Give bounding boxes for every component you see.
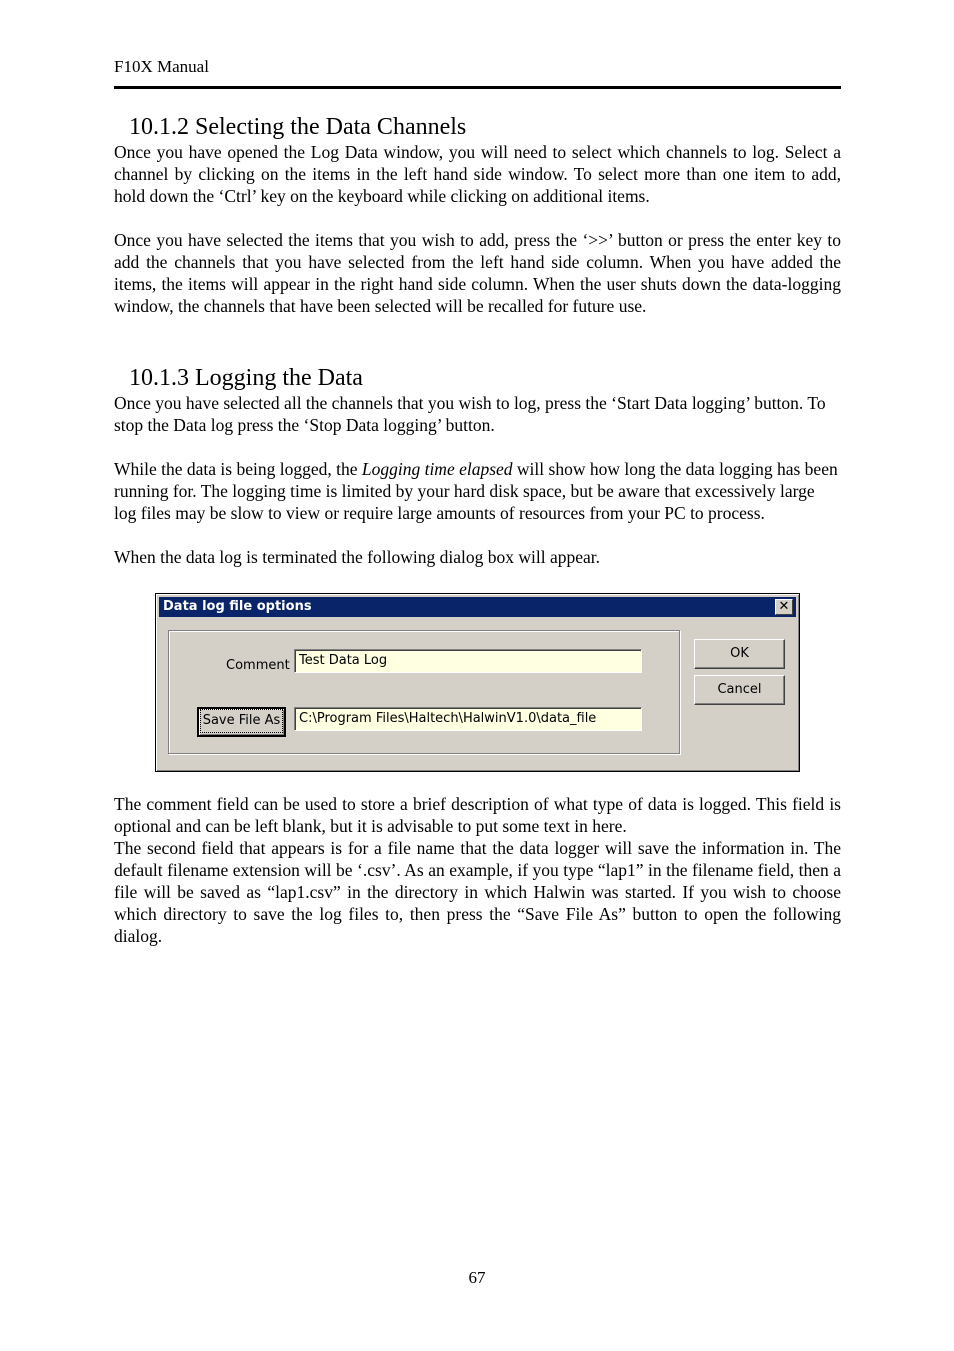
section-heading: 10.1.2 Selecting the Data Channels <box>129 114 467 140</box>
dialog-title: Data log file options <box>163 599 312 614</box>
paragraph: Once you have opened the Log Data window, you will need to select which channels to log. Select a channel by clicking on the items in the left hand side window. To select more than one item to add, hold down the ‘Ctrl’ key on the keyboard while clicking on additional items. <box>114 142 841 206</box>
paragraph: Once you have selected all the channels that you wish to log, press the ‘Start Data logging’ button. To stop the Data log press the ‘Stop Data logging’ button. <box>114 393 826 435</box>
ok-button[interactable]: OK <box>694 639 785 669</box>
comment-label: Comment <box>226 658 290 673</box>
cancel-button[interactable]: Cancel <box>694 675 785 705</box>
section-selecting-channels <box>114 113 841 317</box>
paragraph: Once you have selected the items that you wish to add, press the ‘>>’ button or press the enter key to add the channels that you have selected from the left hand side column. When you have added the items, the items will appear in the right hand side column. When the user shuts down the data-logging window, the channels that have been selected will be recalled for future use. <box>114 230 841 316</box>
data-log-file-options-dialog <box>155 593 800 772</box>
close-button[interactable] <box>775 599 793 615</box>
paragraph: The second field that appears is for a file name that the data logger will save the information in. The default filename extension will be ‘.csv’. As an example, if you type “lap1” in the filename field, then a file will be saved as “lap1.csv” in the directory in which Halwin was started. If you wish to choose which directory to save the log files to, then press the “Save File As” button to open the following dialog. <box>114 838 841 946</box>
paragraph: When the data log is terminated the following dialog box will appear. <box>114 547 600 567</box>
page-number: 67 <box>468 1268 486 1287</box>
save-file-as-label: Save File As <box>200 709 284 733</box>
header-rule <box>114 86 841 89</box>
comment-field[interactable]: Test Data Log <box>294 649 642 673</box>
paragraph: The comment field can be used to store a brief description of what type of data is logged. This field is optional and can be left blank, but it is advisable to put some text in here. <box>114 794 841 836</box>
file-path-field[interactable]: C:\Program Files\Haltech\HalwinV1.0\data_file <box>294 707 642 731</box>
section-logging-data <box>114 364 841 568</box>
text: will show how long the data logging has been running for. The logging time is limited by your hard disk space, but be aware that excessively large log files may be slow to view or require large amounts of resources from your PC to process. <box>114 459 838 523</box>
text: While the data is being logged, the <box>114 459 362 479</box>
paragraph <box>114 458 841 524</box>
section-heading: 10.1.3 Logging the Data <box>129 365 363 391</box>
save-file-as-button[interactable] <box>197 707 286 737</box>
close-icon: ✕ <box>778 599 790 614</box>
dialog-titlebar[interactable] <box>159 597 796 617</box>
ui-term: Logging time elapsed <box>361 459 513 479</box>
section-field-description <box>114 793 841 947</box>
running-header: F10X Manual <box>114 57 209 76</box>
